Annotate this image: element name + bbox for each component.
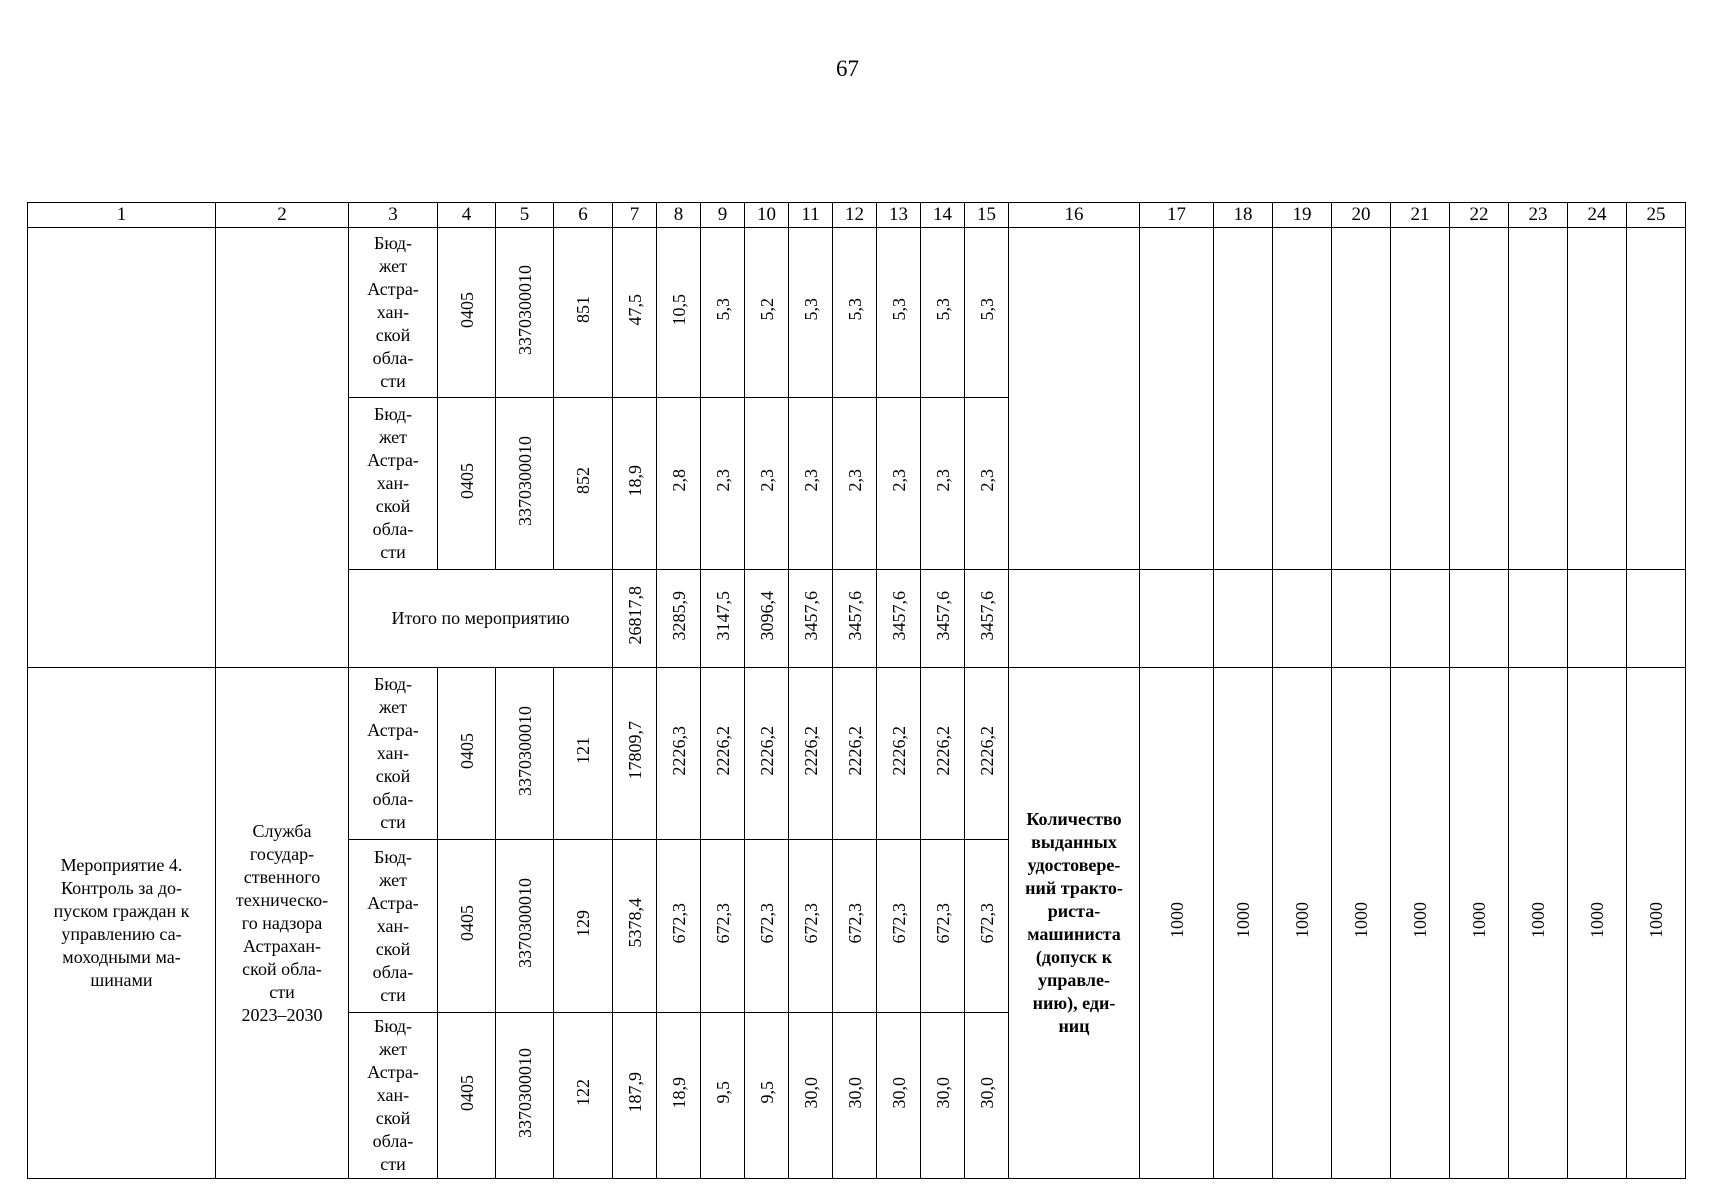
column-number: 10 xyxy=(745,203,789,228)
total-value-cell xyxy=(745,570,789,668)
value-text: 2,3 xyxy=(712,469,733,492)
column-number: 7 xyxy=(613,203,657,228)
value-cell xyxy=(877,668,921,840)
value-cell xyxy=(789,228,833,398)
indicator-value-cell xyxy=(1140,668,1214,1179)
value-text: 2226,2 xyxy=(712,725,733,776)
indicator-value-cell xyxy=(1627,668,1686,1179)
empty-cell xyxy=(1391,570,1450,668)
value-cell xyxy=(701,398,745,570)
column-number: 22 xyxy=(1450,203,1509,228)
funding-source-text: Бюд- жет Астра- хан- ской обла- сти xyxy=(367,674,419,832)
value-text: 30,0 xyxy=(800,1076,821,1109)
target-article-text: 3370300010 xyxy=(514,435,535,526)
column-number: 6 xyxy=(554,203,613,228)
section-code-text: 0405 xyxy=(456,462,477,499)
value-cell xyxy=(921,668,965,840)
indicator-value-text: 1000 xyxy=(1646,902,1666,938)
value-text: 18,9 xyxy=(668,1076,689,1109)
value-text: 9,5 xyxy=(712,1081,733,1104)
column-number: 25 xyxy=(1627,203,1686,228)
value-cell xyxy=(613,1013,657,1179)
value-text: 672,3 xyxy=(888,902,909,944)
column-number: 9 xyxy=(701,203,745,228)
indicator-value-text: 1000 xyxy=(1410,902,1430,938)
expense-type xyxy=(554,228,613,398)
section-code-text: 0405 xyxy=(456,1074,477,1111)
funding-source xyxy=(349,398,438,570)
expense-type-text: 129 xyxy=(573,909,593,937)
column-number: 2 xyxy=(216,203,349,228)
empty-cell xyxy=(1450,570,1509,668)
event-name-text: Мероприятие 4. Контроль за до- пуском граждан к управлению са- моходными ма- шинами xyxy=(53,855,190,990)
section-code-text: 0405 xyxy=(456,905,477,941)
table-row xyxy=(28,668,1686,840)
section-code xyxy=(438,668,496,840)
value-cell xyxy=(965,1013,1009,1179)
target-article-text: 3370300010 xyxy=(514,878,535,968)
indicator-value-text: 1000 xyxy=(1351,902,1371,938)
indicator-value-cell xyxy=(1332,668,1391,1179)
value-cell xyxy=(965,668,1009,840)
event-name-cell-empty xyxy=(28,228,216,668)
value-text: 2,8 xyxy=(668,469,689,492)
value-cell xyxy=(789,1013,833,1179)
value-cell xyxy=(613,840,657,1013)
empty-cell xyxy=(1140,570,1214,668)
value-cell xyxy=(745,840,789,1013)
indicator-value-cell xyxy=(1568,668,1627,1179)
indicator-value-empty xyxy=(1450,228,1509,570)
value-text: 2226,2 xyxy=(756,725,777,776)
empty-cell xyxy=(1509,570,1568,668)
total-value-text: 3457,6 xyxy=(976,590,997,641)
empty-cell xyxy=(1009,570,1140,668)
funding-source-text: Бюд- жет Астра- хан- ской обла- сти xyxy=(367,846,419,1005)
value-cell xyxy=(701,668,745,840)
value-text: 2226,2 xyxy=(932,725,953,776)
column-number: 16 xyxy=(1009,203,1140,228)
indicator-value-text: 1000 xyxy=(1587,902,1607,938)
value-cell xyxy=(921,1013,965,1179)
expense-type xyxy=(554,1013,613,1179)
value-text: 30,0 xyxy=(932,1076,953,1109)
value-cell xyxy=(745,398,789,570)
empty-cell xyxy=(1273,570,1332,668)
page-number: 67 xyxy=(836,56,859,81)
indicator-name-text: Количество выданных удостовере- ний тракто- риста- машиниста (допуск к управле- нию), еди- ниц xyxy=(1025,809,1123,1036)
funding-source xyxy=(349,1013,438,1179)
budget-table xyxy=(27,202,1686,1179)
target-article-text: 3370300010 xyxy=(514,705,535,796)
total-value-cell xyxy=(833,570,877,668)
value-text: 672,3 xyxy=(668,902,689,944)
value-cell xyxy=(701,840,745,1013)
column-number: 13 xyxy=(877,203,921,228)
value-cell xyxy=(877,1013,921,1179)
total-value-cell xyxy=(613,570,657,668)
funding-source-text: Бюд- жет Астра- хан- ской обла- сти xyxy=(367,1016,419,1174)
indicator-value-empty xyxy=(1509,228,1568,570)
value-cell xyxy=(613,398,657,570)
column-number: 19 xyxy=(1273,203,1332,228)
indicator-name xyxy=(1009,668,1140,1179)
value-cell xyxy=(745,668,789,840)
value-cell xyxy=(921,228,965,398)
value-cell xyxy=(877,228,921,398)
indicator-value-cell xyxy=(1391,668,1450,1179)
value-cell xyxy=(745,228,789,398)
value-cell xyxy=(833,668,877,840)
event-name xyxy=(28,668,216,1179)
value-text: 2,3 xyxy=(932,469,953,492)
column-number: 8 xyxy=(657,203,701,228)
target-article xyxy=(496,228,554,398)
column-number: 20 xyxy=(1332,203,1391,228)
value-text: 2,3 xyxy=(800,469,821,492)
indicator-value-text: 1000 xyxy=(1292,902,1312,938)
empty-cell xyxy=(1627,570,1686,668)
expense-type xyxy=(554,398,613,570)
value-cell xyxy=(833,1013,877,1179)
value-text: 5,2 xyxy=(756,298,777,321)
value-cell xyxy=(921,398,965,570)
indicator-value-empty xyxy=(1332,228,1391,570)
expense-type xyxy=(554,840,613,1013)
section-code xyxy=(438,1013,496,1179)
target-article xyxy=(496,398,554,570)
value-cell xyxy=(833,228,877,398)
value-cell xyxy=(877,398,921,570)
empty-cell xyxy=(1332,570,1391,668)
funding-source xyxy=(349,840,438,1013)
funding-source-text: Бюд- жет Астра- хан- ской обла- сти xyxy=(367,233,419,391)
section-code xyxy=(438,840,496,1013)
empty-cell xyxy=(1214,570,1273,668)
expense-type-text: 852 xyxy=(573,467,593,494)
value-text: 5,3 xyxy=(844,298,865,321)
indicator-value-text: 1000 xyxy=(1528,902,1548,938)
value-cell xyxy=(789,668,833,840)
section-code xyxy=(438,228,496,398)
target-article xyxy=(496,668,554,840)
column-number: 24 xyxy=(1568,203,1627,228)
column-number: 3 xyxy=(349,203,438,228)
value-text: 30,0 xyxy=(844,1076,865,1109)
section-code xyxy=(438,398,496,570)
value-text: 30,0 xyxy=(976,1076,997,1109)
value-cell xyxy=(965,840,1009,1013)
funding-source xyxy=(349,228,438,398)
value-cell xyxy=(657,668,701,840)
value-text: 2,3 xyxy=(976,469,997,492)
column-number: 12 xyxy=(833,203,877,228)
value-cell xyxy=(657,1013,701,1179)
value-cell xyxy=(701,228,745,398)
value-text: 2226,2 xyxy=(976,725,997,776)
column-number: 17 xyxy=(1140,203,1214,228)
value-text: 2,3 xyxy=(844,469,865,492)
value-text: 2226,2 xyxy=(800,725,821,776)
value-text: 672,3 xyxy=(976,902,997,944)
value-cell xyxy=(701,1013,745,1179)
value-text: 672,3 xyxy=(844,902,865,944)
executor-name xyxy=(216,668,349,1179)
total-value-cell xyxy=(965,570,1009,668)
value-cell xyxy=(657,398,701,570)
value-cell xyxy=(833,840,877,1013)
value-cell xyxy=(613,668,657,840)
total-value-text: 3457,6 xyxy=(800,590,821,641)
total-value-text: 26817,8 xyxy=(624,586,645,645)
value-text: 5378,4 xyxy=(624,898,645,948)
indicator-value-empty xyxy=(1140,228,1214,570)
empty-cell xyxy=(1568,570,1627,668)
value-text: 672,3 xyxy=(800,902,821,944)
expense-type-text: 122 xyxy=(573,1079,593,1106)
total-value-text: 3457,6 xyxy=(932,590,953,641)
value-text: 187,9 xyxy=(624,1072,645,1113)
target-article xyxy=(496,840,554,1013)
total-value-cell xyxy=(657,570,701,668)
total-value-text: 3457,6 xyxy=(888,590,909,641)
value-text: 5,3 xyxy=(712,298,733,321)
value-text: 2,3 xyxy=(888,469,909,492)
funding-source xyxy=(349,668,438,840)
indicator-value-empty xyxy=(1214,228,1273,570)
column-number: 18 xyxy=(1214,203,1273,228)
indicator-value-cell xyxy=(1273,668,1332,1179)
value-cell xyxy=(657,228,701,398)
total-value-cell xyxy=(877,570,921,668)
indicator-value-text: 1000 xyxy=(1469,902,1489,938)
target-article-text: 3370300010 xyxy=(514,264,535,355)
value-cell xyxy=(789,398,833,570)
column-number: 15 xyxy=(965,203,1009,228)
indicator-value-cell xyxy=(1214,668,1273,1179)
value-text: 2226,2 xyxy=(844,725,865,776)
value-cell xyxy=(789,840,833,1013)
value-cell xyxy=(921,840,965,1013)
value-text: 9,5 xyxy=(756,1081,777,1104)
total-value-text: 3285,9 xyxy=(668,590,689,641)
value-cell xyxy=(745,1013,789,1179)
value-text: 672,3 xyxy=(932,902,953,944)
column-number: 4 xyxy=(438,203,496,228)
value-cell xyxy=(657,840,701,1013)
column-number: 21 xyxy=(1391,203,1450,228)
value-text: 47,5 xyxy=(624,293,645,326)
total-value-text: 3147,5 xyxy=(712,590,733,641)
executor-name-text: Служба государ- ственного техническо- го надзора Астрахан- ской обла- сти 2023–2030 xyxy=(235,820,329,1025)
value-text: 5,3 xyxy=(932,298,953,321)
column-number-row xyxy=(28,203,1686,228)
value-cell xyxy=(965,228,1009,398)
indicator-value-empty xyxy=(1273,228,1332,570)
value-text: 672,3 xyxy=(756,902,777,944)
value-text: 2226,2 xyxy=(888,725,909,776)
total-value-text: 3096,4 xyxy=(756,590,777,641)
total-value-text: 3457,6 xyxy=(844,590,865,641)
value-cell xyxy=(965,398,1009,570)
section-code-text: 0405 xyxy=(456,732,477,769)
total-value-cell xyxy=(701,570,745,668)
funding-source-text: Бюд- жет Астра- хан- ской обла- сти xyxy=(367,404,419,562)
expense-type-text: 851 xyxy=(573,296,593,323)
expense-type xyxy=(554,668,613,840)
total-value-cell xyxy=(789,570,833,668)
expense-type-text: 121 xyxy=(573,737,593,764)
value-text: 18,9 xyxy=(624,464,645,497)
value-text: 10,5 xyxy=(668,293,689,326)
value-text: 2226,3 xyxy=(668,725,689,776)
total-value-cell xyxy=(921,570,965,668)
indicator-cell-empty xyxy=(1009,228,1140,570)
column-number: 14 xyxy=(921,203,965,228)
value-text: 5,3 xyxy=(888,298,909,321)
column-number: 1 xyxy=(28,203,216,228)
table-row xyxy=(28,228,1686,398)
column-number: 11 xyxy=(789,203,833,228)
indicator-value-cell xyxy=(1450,668,1509,1179)
value-text: 30,0 xyxy=(888,1076,909,1109)
target-article xyxy=(496,1013,554,1179)
total-label: Итого по мероприятию xyxy=(349,570,613,668)
column-number: 23 xyxy=(1509,203,1568,228)
indicator-value-empty xyxy=(1627,228,1686,570)
value-cell xyxy=(877,840,921,1013)
indicator-value-empty xyxy=(1391,228,1450,570)
value-text: 2,3 xyxy=(756,469,777,492)
value-text: 672,3 xyxy=(712,902,733,944)
indicator-value-text: 1000 xyxy=(1166,902,1187,938)
value-text: 5,3 xyxy=(976,298,997,321)
column-number: 5 xyxy=(496,203,554,228)
executor-cell-empty xyxy=(216,228,349,668)
section-code-text: 0405 xyxy=(456,291,477,328)
value-cell xyxy=(613,228,657,398)
indicator-value-cell xyxy=(1509,668,1568,1179)
target-article-text: 3370300010 xyxy=(514,1047,535,1138)
indicator-value-empty xyxy=(1568,228,1627,570)
value-cell xyxy=(833,398,877,570)
indicator-value-text: 1000 xyxy=(1233,902,1253,938)
value-text: 5,3 xyxy=(800,298,821,321)
value-text: 17809,7 xyxy=(624,721,645,780)
